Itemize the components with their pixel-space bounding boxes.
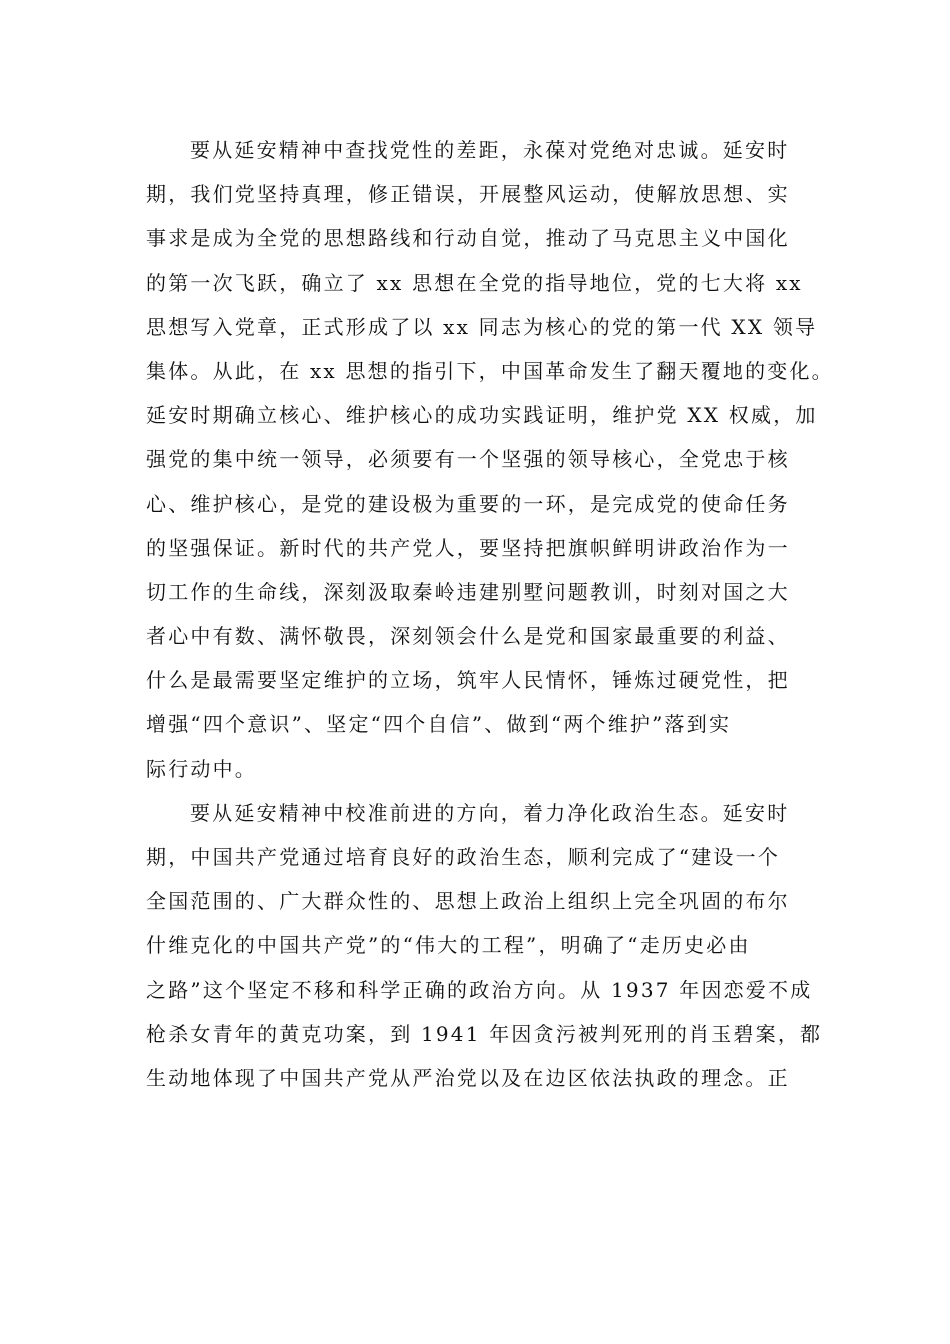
text-line: 期，我们党坚持真理，修正错误，开展整风运动，使解放思想、实: [146, 182, 790, 207]
text-line: 集体。从此，在 xx 思想的指引下，中国革命发生了翻天覆地的变化。: [146, 358, 834, 383]
text-line: 什维克化的中国共产党”的“伟大的工程”，明确了“走历史必由: [146, 933, 751, 958]
text-line: 全国范围的、广大群众性的、思想上政治上组织上完全巩固的布尔: [146, 889, 790, 914]
text-line: 期，中国共产党通过培育良好的政治生态，顺利完成了“建设一个: [146, 845, 781, 869]
text-line: 思想写入党章，正式形成了以 xx 同志为核心的党的第一代 XX 领导: [146, 314, 818, 339]
text-line: 延安时期确立核心、维护核心的成功实践证明，维护党 XX 权威，加: [146, 403, 818, 428]
text-line: 的坚强保证。新时代的共产党人，要坚持把旗帜鲜明讲政治作为一: [146, 535, 790, 560]
text-line: 者心中有数、满怀敬畏，深刻领会什么是党和国家最重要的利益、: [146, 624, 790, 649]
text-line: 什么是最需要坚定维护的立场，筑牢人民情怀，锤炼过硬党性，把: [146, 668, 790, 693]
text-line: 之路”这个坚定不移和科学正确的政治方向。从 1937 年因恋爱不成: [146, 977, 813, 1002]
text-line: 事求是成为全党的思想路线和行动自觉，推动了马克思主义中国化: [146, 226, 790, 251]
paragraph-1: [146, 128, 834, 791]
paragraph-2: [146, 791, 826, 1100]
text-line: 要从延安精神中查找党性的差距，永葆对党绝对忠诚。延安时: [190, 138, 790, 162]
text-line: 际行动中。: [146, 756, 257, 781]
document-body: [146, 128, 834, 1100]
text-line: 要从延安精神中校准前进的方向，着力净化政治生态。延安时: [190, 800, 790, 825]
text-line: 强党的集中统一领导，必须要有一个坚强的领导核心，全党忠于核: [146, 447, 790, 472]
text-line: 枪杀女青年的黄克功案，到 1941 年因贪污被判死刑的肖玉碧案，都: [146, 1021, 823, 1046]
text-line: 生动地体现了中国共产党从严治党以及在边区依法执政的理念。正: [146, 1065, 790, 1090]
text-line: 切工作的生命线，深刻汲取秦岭违建别墅问题教训，时刻对国之大: [146, 579, 790, 604]
text-line: 的第一次飞跃，确立了 xx 思想在全党的指导地位，党的七大将 xx: [146, 270, 803, 295]
text-line: 增强“四个意识”、坚定“四个自信”、做到“两个维护”落到实: [146, 712, 732, 737]
text-line: 心、维护核心，是党的建设极为重要的一环，是完成党的使命任务: [146, 491, 790, 516]
